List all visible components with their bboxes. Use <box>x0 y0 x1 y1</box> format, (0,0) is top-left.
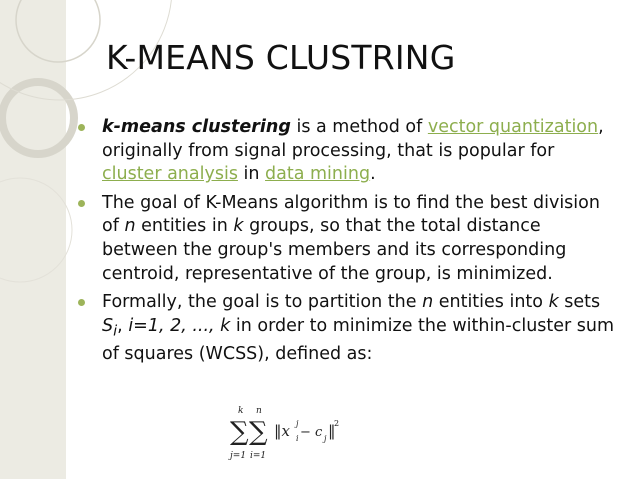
left-decorative-strip <box>0 0 66 479</box>
formula-body: ‖x <box>274 422 290 440</box>
formula-sigma-outer: ∑ <box>230 417 249 447</box>
slide-title: K-MEANS CLUSTRING <box>106 38 456 77</box>
formula-close: ‖ <box>328 422 336 440</box>
var-i: i <box>113 322 118 340</box>
text: in order to minimize the within-cluster sum of squares (WCSS), defined as: <box>102 315 615 364</box>
formula-minus-c: − c <box>300 425 323 440</box>
formula-lower-i: i=1 <box>250 451 267 461</box>
wcss-formula <box>228 404 340 462</box>
var-n: n <box>422 292 434 313</box>
var-s: S <box>102 315 114 336</box>
formula-sub-i: i <box>296 434 299 443</box>
bullet-item-2 <box>76 192 616 286</box>
var-k: k <box>233 216 244 237</box>
text: is a method of <box>290 117 428 137</box>
bullet-item-1 <box>76 116 616 187</box>
text: in <box>237 164 266 185</box>
link-vector-quantization[interactable]: vector quantization <box>427 117 599 137</box>
text: sets <box>558 292 601 313</box>
text: Formally, the goal is to partition the <box>102 292 423 313</box>
bullet-list <box>76 116 616 371</box>
formula-sigma-inner: ∑ <box>249 417 268 447</box>
text: . <box>370 164 376 185</box>
text: groups, so that the total distance between the group's members and its corresponding centroid, representative of the group, is minimized. <box>102 216 567 284</box>
formula-power: 2 <box>334 419 340 428</box>
formula-sup-j: j <box>296 419 299 428</box>
var-k: k <box>548 292 559 313</box>
text: , originally from signal processing, that is popular for <box>102 117 604 161</box>
text: The goal of K-Means algorithm is to find the best division of <box>102 192 600 237</box>
formula-upper-n: n <box>256 406 262 416</box>
link-cluster-analysis[interactable]: cluster analysis <box>102 164 238 185</box>
text: entities into <box>433 292 549 313</box>
link-data-mining[interactable]: data mining <box>265 164 371 185</box>
index-range: i=1, 2, ..., k <box>128 315 231 336</box>
bullet-dot <box>78 299 85 306</box>
formula-lower-j: j=1 <box>230 451 247 461</box>
text: entities in <box>135 216 234 237</box>
text: , <box>117 315 129 336</box>
formula-sub-j: j <box>324 434 327 443</box>
bullet-dot <box>78 200 85 207</box>
formula-upper-k: k <box>238 406 244 416</box>
var-n: n <box>124 216 136 237</box>
bullet-dot <box>78 124 85 131</box>
term-kmeans: k-means clustering <box>102 117 291 137</box>
bullet-item-3 <box>76 291 616 366</box>
